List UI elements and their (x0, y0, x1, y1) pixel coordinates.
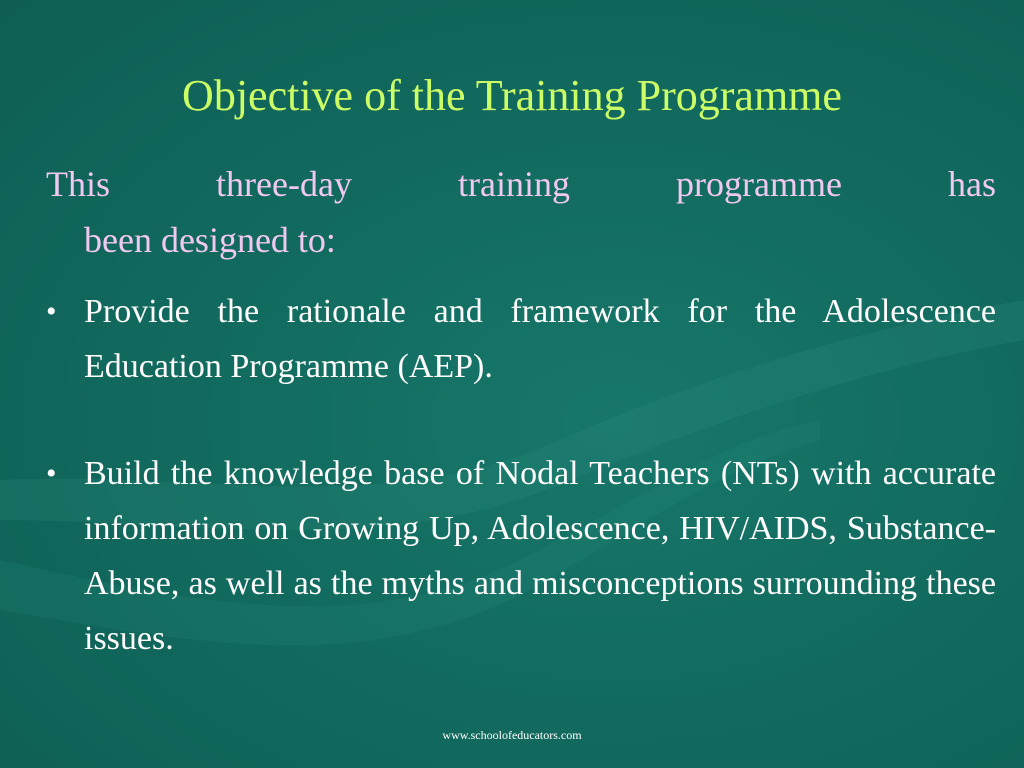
intro-line-1: This three-day training programme has (46, 164, 996, 204)
bullet-item-rationale (46, 284, 996, 394)
objective-bullet-list (46, 284, 996, 718)
slide-title: Objective of the Training Programme (182, 71, 842, 120)
intro-text (46, 156, 996, 268)
bullet-text: Provide the rationale and framework for the Adolescence Education Programme (AEP). (84, 293, 996, 385)
bullet-marker: • (46, 295, 57, 328)
bullet-marker: • (46, 457, 57, 490)
intro-line-2: been designed to: (84, 220, 336, 260)
bullet-text: Build the knowledge base of Nodal Teachers (NTs) with accurate information on Growing Up, Adolescence, HIV/AIDS, Substance-Abuse, as well as the myths and misconceptions surrounding these issues. (84, 455, 996, 657)
bullet-item-knowledge-base (46, 446, 996, 666)
footer-url: www.schoolofeducators.com (442, 728, 582, 742)
